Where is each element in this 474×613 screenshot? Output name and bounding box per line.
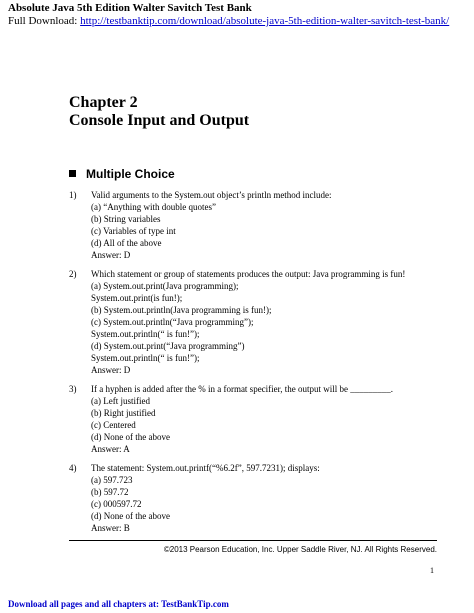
- answer-option: (a) “Anything with double quotes”: [91, 202, 216, 212]
- question-number: 4): [69, 463, 77, 473]
- answer-line: Answer: D: [91, 250, 131, 260]
- answer-line: Answer: B: [91, 523, 130, 533]
- chapter-title: Console Input and Output: [69, 112, 250, 129]
- question-text: Which statement or group of statements produces the output: Java programming is fun!: [91, 269, 406, 279]
- answer-option-continued: System.out.print(is fun!);: [91, 293, 183, 303]
- document-title: Absolute Java 5th Edition Walter Savitch Test Bank: [8, 2, 252, 14]
- chapter-number: Chapter 2: [69, 94, 138, 111]
- answer-option-continued: System.out.println(“ is fun!”);: [91, 329, 200, 339]
- copyright-notice: ©2013 Pearson Education, Inc. Upper Saddle River, NJ. All Rights Reserved.: [163, 545, 437, 554]
- download-banner[interactable]: Download all pages and all chapters at: TestBankTip.com: [8, 599, 229, 609]
- footer-divider: [69, 540, 437, 541]
- answer-line: Answer: A: [91, 444, 130, 454]
- question-number: 3): [69, 384, 77, 394]
- answer-option: (d) None of the above: [91, 511, 170, 521]
- answer-option: (b) Right justified: [91, 408, 156, 418]
- answer-option: (c) 000597.72: [91, 499, 142, 509]
- page-number: 1: [430, 566, 434, 575]
- answer-option: (c) Variables of type int: [91, 226, 176, 236]
- answer-option: (a) 597.723: [91, 475, 133, 485]
- answer-option: (b) String variables: [91, 214, 161, 224]
- download-row: [8, 15, 449, 27]
- answer-option-continued: System.out.println(“ is fun!”);: [91, 353, 200, 363]
- answer-option: (b) System.out.println(Java programming is fun!);: [91, 305, 272, 315]
- download-link[interactable]: http://testbanktip.com/download/absolute-java-5th-edition-walter-savitch-test-bank/: [80, 15, 450, 27]
- square-bullet-icon: [69, 170, 76, 177]
- answer-option: (a) System.out.print(Java programming);: [91, 281, 239, 291]
- answer-option: (c) System.out.println(“Java programming”);: [91, 317, 254, 327]
- question-number: 2): [69, 269, 77, 279]
- answer-line: Answer: D: [91, 365, 131, 375]
- section-title: Multiple Choice: [86, 167, 175, 181]
- question-number: 1): [69, 190, 77, 200]
- answer-option: (d) None of the above: [91, 432, 170, 442]
- question-text: Valid arguments to the System.out object’s println method include:: [91, 190, 332, 200]
- answer-option: (c) Centered: [91, 420, 136, 430]
- answer-option: (d) All of the above: [91, 238, 162, 248]
- question-text: If a hyphen is added after the % in a format specifier, the output will be _________.: [91, 384, 394, 394]
- answer-option: (b) 597.72: [91, 487, 129, 497]
- answer-option: (a) Left justified: [91, 396, 150, 406]
- question-text: The statement: System.out.printf(“%6.2f”, 597.7231); displays:: [91, 463, 320, 473]
- download-label: Full Download:: [8, 15, 81, 27]
- section-heading: [69, 167, 175, 181]
- answer-option: (d) System.out.print(“Java programming”): [91, 341, 245, 351]
